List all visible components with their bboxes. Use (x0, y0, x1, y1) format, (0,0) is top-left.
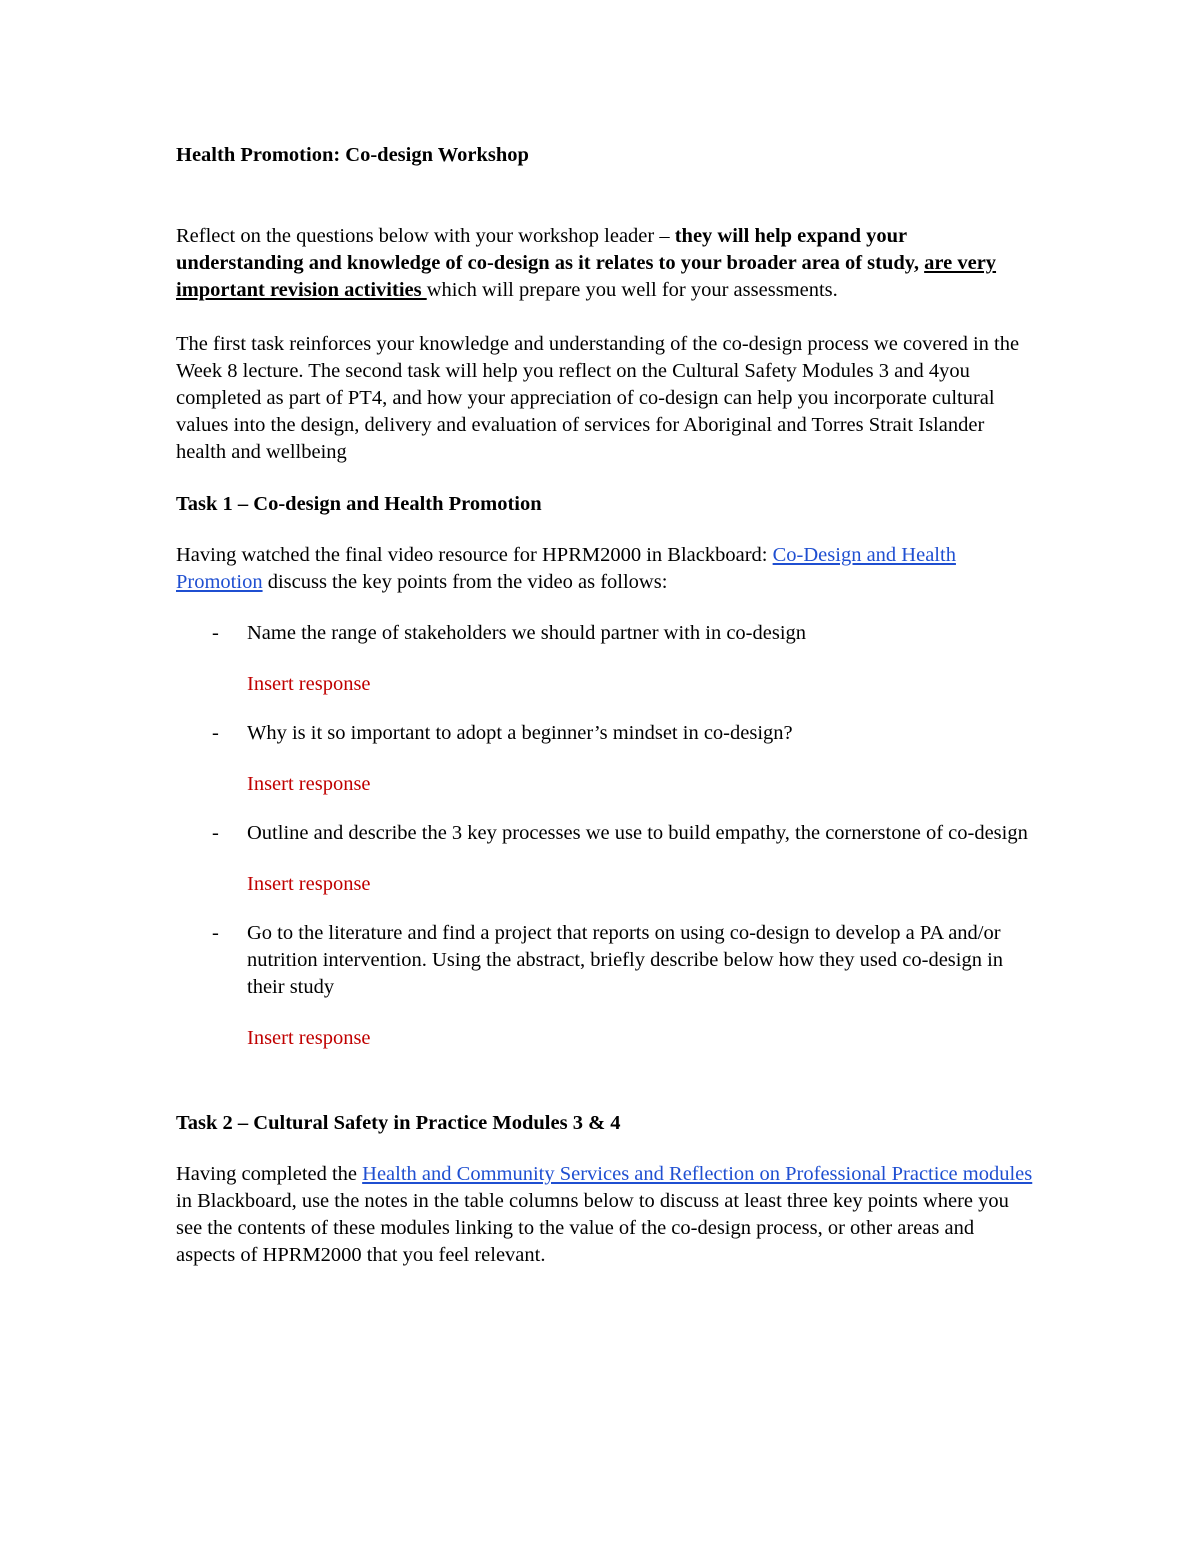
question-text: Name the range of stakeholders we should partner with in co-design (247, 622, 807, 644)
response-placeholder[interactable]: Insert response (247, 673, 371, 695)
dash-bullet: - (212, 622, 219, 644)
document-title: Health Promotion: Co-design Workshop (176, 144, 529, 166)
question-text: Go to the literature and find a project that reports on using co-design to develop a PA and/or nutrition intervention. Using the abstract, briefly describe below how they used co-design in their study (247, 922, 1004, 998)
list-item (176, 820, 1036, 898)
dash-bullet: - (212, 722, 219, 744)
response-placeholder[interactable]: Insert response (247, 1027, 371, 1049)
task2-lead-end: in Blackboard, use the notes in the table columns below to discuss at least three key points where you see the contents of these modules linking to the value of the co-design process, or other areas and aspects of HPRM2000 that you feel relevant. (176, 1190, 1009, 1266)
intro-bold-underline-text: are very important revision activities (176, 252, 997, 301)
document-page (176, 142, 1036, 1269)
task1-lead-start: Having watched the final video resource for HPRM2000 in Blackboard: (176, 544, 773, 566)
dash-bullet: - (212, 822, 219, 844)
list-item (176, 620, 1036, 698)
overview-paragraph: The first task reinforces your knowledge and understanding of the co-design process we covered in the Week 8 lecture. The second task will help you reflect on the Cultural Safety Modules 3 and 4you completed as part of PT4, and how your appreciation of co-design can help you incorporate cultural values into the design, delivery and evaluation of services for Aboriginal and Torres Strait Islander health and wellbeing (176, 333, 1020, 463)
task1-lead-end: discuss the key points from the video as follows: (262, 571, 668, 593)
question-text: Outline and describe the 3 key processes we use to build empathy, the cornerstone of co-design (247, 822, 1028, 844)
response-placeholder[interactable]: Insert response (247, 873, 371, 895)
task2-lead-start: Having completed the (176, 1163, 363, 1185)
intro-bold-text: they will help expand your understanding and knowledge of co-design as it relates to your broader area of study, (176, 225, 925, 274)
dash-bullet: - (212, 922, 219, 944)
task1-video-link[interactable]: Co-Design and Health Promotion (176, 544, 956, 593)
task1-heading: Task 1 – Co-design and Health Promotion (176, 493, 542, 515)
intro-paragraph (176, 223, 1036, 304)
list-item (176, 720, 1036, 798)
intro-plain-start: Reflect on the questions below with your workshop leader – (176, 225, 675, 247)
task1-question-list (176, 620, 1036, 1052)
task1-lead (176, 542, 1036, 596)
task2-heading: Task 2 – Cultural Safety in Practice Modules 3 & 4 (176, 1112, 621, 1134)
list-item (176, 920, 1036, 1052)
response-placeholder[interactable]: Insert response (247, 773, 371, 795)
question-text: Why is it so important to adopt a beginner’s mindset in co-design? (247, 722, 793, 744)
task2-modules-link[interactable]: Health and Community Services and Reflection on Professional Practice modules (362, 1163, 1033, 1185)
task2-lead (176, 1161, 1036, 1269)
intro-plain-end: which will prepare you well for your assessments. (426, 279, 838, 301)
